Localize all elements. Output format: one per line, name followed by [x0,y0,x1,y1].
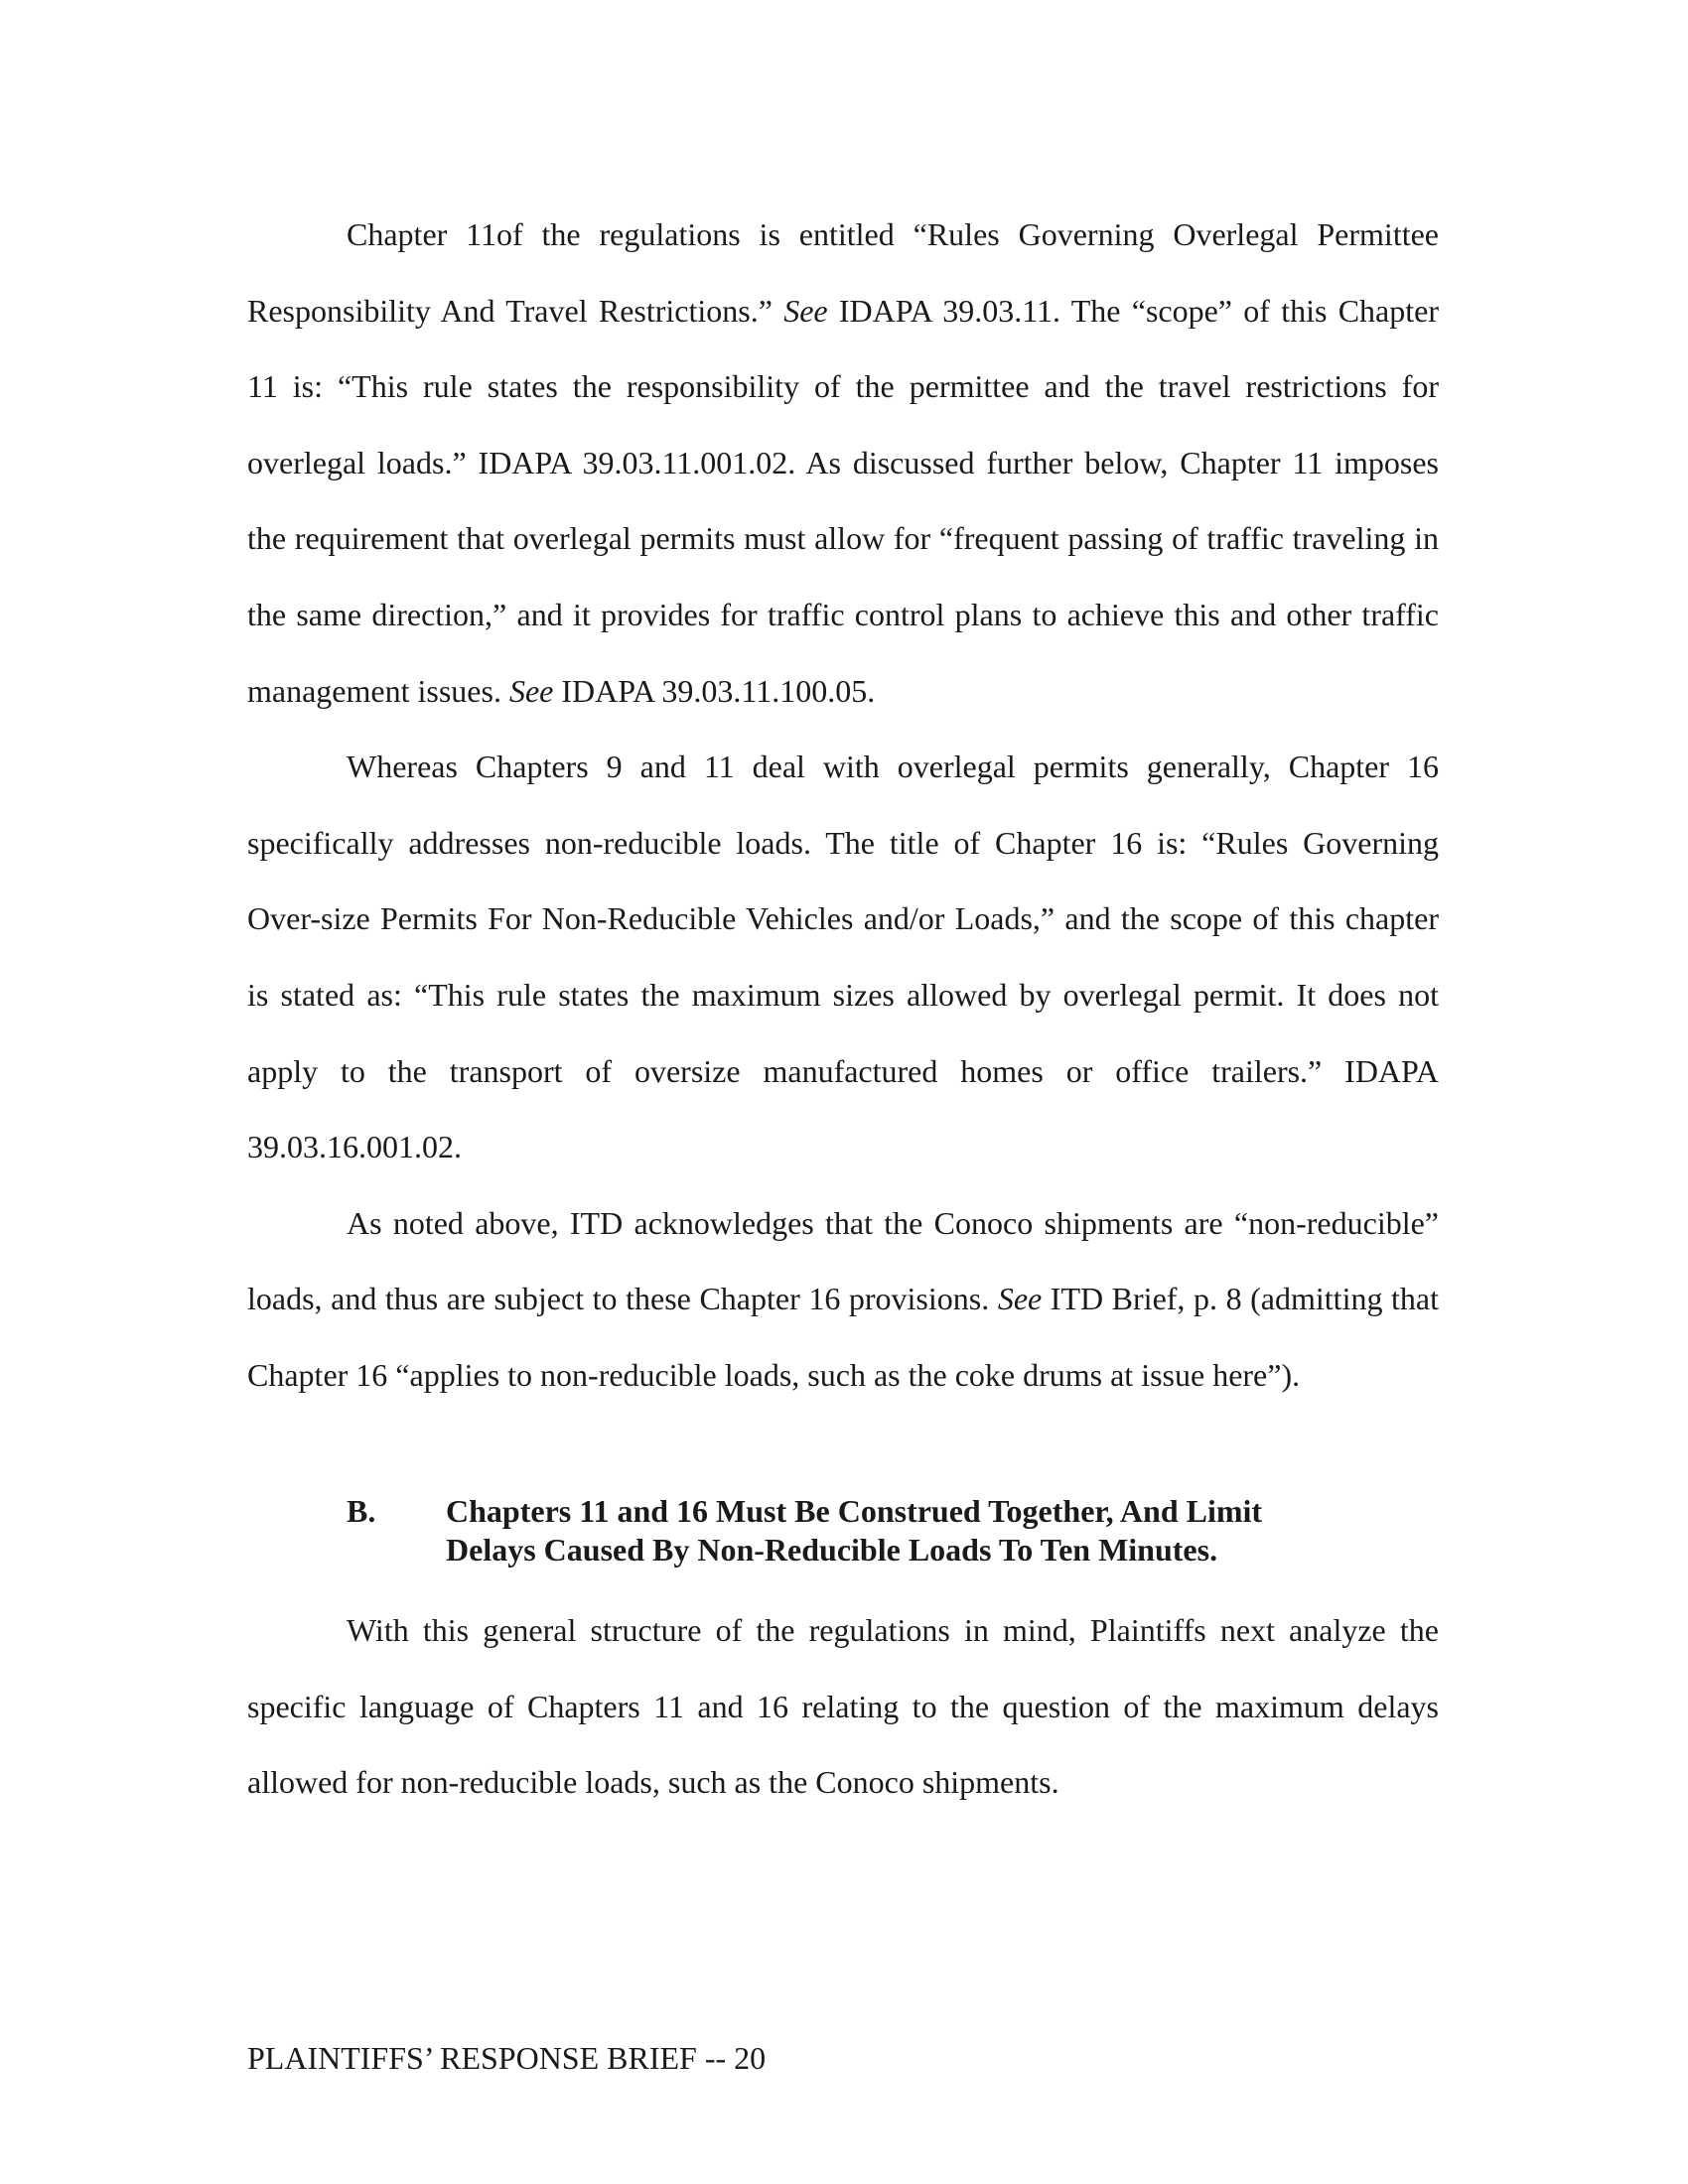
body-text-section [247,197,1439,1414]
paragraph-1-see-1: See [783,292,828,329]
paragraph-1-see-2: See [508,672,554,709]
paragraph-1-text-2: IDAPA 39.03.11. The “scope” of this Chapter 11 is: “This rule states the responsibility of the permittee and the travel restrictions for overlegal loads.” IDAPA 39.03.11.001.02. As discussed further below, Chapter 11 imposes the requirement that overlegal permits must allow for “frequent passing of traffic traveling in the same direction,” and it provides for traffic control plans to achieve this and other traffic management issues. [247,292,1440,709]
paragraph-2 [247,729,1439,1185]
paragraph-2-text-1: Whereas Chapters 9 and 11 deal with overlegal permits generally, Chapter 16 specifically addresses non-reducible loads. The title of Chapter 16 is: “Rules Governing Over-size Permits For Non-Reducible Vehicles and/or Loads,” and the scope of this chapter is stated as: “This rule states the maximum sizes allowed by overlegal permit. It does not apply to the transport of oversize manufactured homes or office trailers.” IDAPA 39.03.16.001.02. [247,749,1439,1165]
section-heading-letter: B. [347,1493,376,1529]
body-text-section-2 [247,1592,1439,1821]
section-heading [347,1492,1339,1570]
paragraph-4: With this general structure of the regulations in mind, Plaintiffs next analyze the specific language of Chapters 11 and 16 relating to the question of the maximum delays allowed for non-reducible loads, such as the Conoco shipments. [247,1612,1439,1801]
paragraph-1 [247,197,1439,729]
paragraph-3-text-2: ITD Brief, p. 8 (admitting that Chapter 16 “applies to non-reducible loads, such as the coke drums at issue here”). [247,1281,1440,1393]
page-footer: PLAINTIFFS’ RESPONSE BRIEF -- 20 [247,2040,767,2076]
paragraph-3 [247,1185,1439,1414]
paragraph-3-see: See [997,1281,1043,1317]
section-heading-title: Chapters 11 and 16 Must Be Construed Together, And Limit Delays Caused By Non-Reducible Loads To Ten Minutes. [446,1493,1263,1568]
paragraph-1-text-1: Chapter 11of the regulations is entitled “Rules Governing Overlegal Permittee Responsibility And Travel Restrictions.” [247,216,1439,329]
paragraph-1-text-3: IDAPA 39.03.11.100.05. [553,672,876,709]
paragraph-3-text-1: As noted above, ITD acknowledges that the Conoco shipments are “non-reducible” loads, and thus are subject to these Chapter 16 provisions. [247,1204,1439,1317]
